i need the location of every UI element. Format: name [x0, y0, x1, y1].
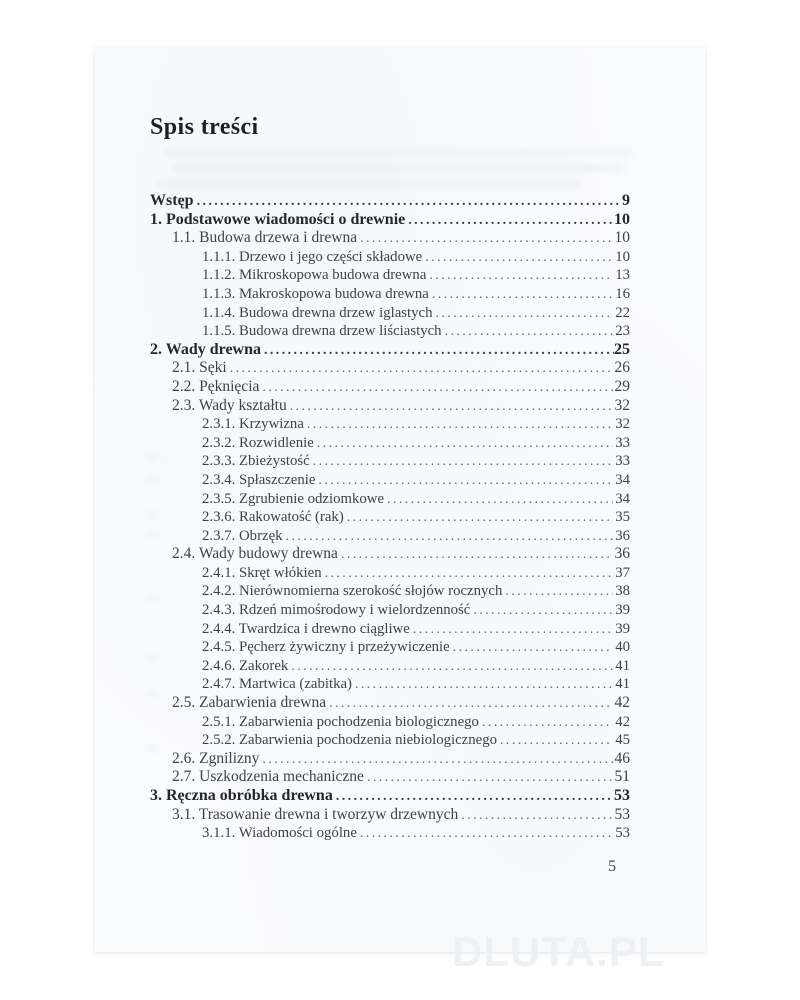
toc-entry-page: 34 [615, 490, 630, 507]
toc-entry-label: 2. Wady drewna [150, 340, 261, 358]
toc-entry-label: 1.1. Budowa drzewa i drewna [172, 229, 358, 247]
bleedthrough-smudge [165, 149, 633, 156]
toc-entry [150, 657, 630, 676]
watermark: DLUTA.PL [452, 928, 665, 975]
toc-entry-label: 2.5. Zabarwienia drewna [172, 694, 327, 712]
toc-entry-page: 10 [615, 248, 630, 265]
toc-entry [150, 471, 630, 490]
toc-leader-dots [338, 546, 613, 565]
toc-entry [150, 397, 630, 416]
toc-entry-label: 2.5.2. Zabarwienia pochodzenia niebiologicznego [202, 732, 498, 749]
toc-leader-dots [470, 602, 613, 621]
toc-leader-dots [304, 416, 613, 435]
toc-leader-dots [384, 491, 613, 510]
toc-entry-page: 36 [615, 527, 630, 544]
toc-entry [150, 731, 630, 750]
toc-entry-label: 1.1.3. Makroskopowa budowa drewna [202, 285, 429, 302]
toc-entry [150, 620, 630, 639]
toc-leader-dots [433, 305, 614, 324]
toc-leader-dots [364, 769, 613, 788]
toc-entry [150, 787, 630, 806]
toc-leader-dots [310, 453, 614, 472]
toc-entry-page: 33 [615, 434, 630, 451]
toc-entry-page: 45 [615, 732, 630, 749]
toc-entry [150, 378, 630, 397]
toc-entry-label: 2.4.7. Martwica (zabitka) [202, 676, 352, 693]
toc-leader-dots [322, 565, 614, 584]
toc-entry-label: 1.1.5. Budowa drewna drzew liściastych [202, 323, 442, 340]
toc-entry-label: 2.2. Pęknięcia [172, 377, 260, 395]
toc-entry-page: 40 [615, 639, 630, 656]
toc-entry [150, 341, 630, 360]
toc-entry-label: 1.1.4. Budowa drewna drzew iglastych [202, 304, 433, 321]
toc-entry [150, 248, 630, 267]
toc-entry-page: 22 [615, 304, 630, 321]
toc-entry-label: 2.4.6. Zakorek [202, 657, 289, 674]
toc-leader-dots [450, 639, 613, 658]
toc-entry [150, 806, 630, 825]
toc-leader-dots [497, 732, 613, 751]
toc-entry [150, 359, 630, 378]
toc-entry-page: 25 [614, 340, 630, 358]
toc-entry-label: 2.7. Uszkodzenia mechaniczne [172, 768, 364, 786]
toc-entry [150, 824, 630, 843]
toc-entry-label: 2.4.3. Rdzeń mimośrodowy i wielordzenność [202, 602, 471, 619]
toc-leader-dots [429, 286, 613, 305]
toc-leader-dots [357, 825, 613, 844]
toc-entry-page: 35 [615, 509, 630, 526]
toc-entry-label: 2.5.1. Zabarwienia pochodzenia biologicznego [202, 713, 479, 730]
toc-leader-dots [283, 528, 614, 547]
toc-leader-dots [502, 583, 613, 602]
page-number: 5 [608, 858, 616, 875]
toc-entry-label: 2.4.2. Nierównomierna szerokość słojów rocznych [202, 583, 503, 600]
toc-entry-page: 38 [615, 583, 630, 600]
toc-entry [150, 508, 630, 527]
toc-entry [150, 713, 630, 732]
toc-entry-page: 41 [615, 657, 630, 674]
toc-entry-label: 2.3.1. Krzywizna [202, 416, 304, 433]
toc-entry-label: 1.1.2. Mikroskopowa budowa drewna [202, 267, 427, 284]
toc-entry-page: 10 [614, 229, 630, 247]
toc-entry-label: 2.1. Sęki [172, 359, 227, 377]
toc-entry-page: 39 [615, 620, 630, 637]
toc-entry-label: 2.3.2. Rozwidlenie [202, 434, 314, 451]
toc-list [150, 192, 630, 843]
toc-entry [150, 229, 630, 248]
toc-entry-page: 34 [615, 471, 630, 488]
toc-entry-label: 2.4.5. Pęcherz żywiczny i przeżywiczenie [202, 639, 450, 656]
toc-leader-dots [326, 695, 612, 714]
toc-leader-dots [287, 398, 613, 417]
toc-leader-dots [227, 360, 613, 379]
toc-entry [150, 304, 630, 323]
toc-entry [150, 582, 630, 601]
toc-entry-page: 53 [614, 805, 630, 823]
toc-entry [150, 266, 630, 285]
toc-entry-page: 32 [615, 416, 630, 433]
toc-entry-page: 16 [615, 285, 630, 302]
toc-entry-page: 33 [615, 453, 630, 470]
toc-entry-page: 26 [614, 359, 630, 377]
toc-entry-page: 51 [614, 768, 630, 786]
toc-entry [150, 211, 630, 230]
toc-entry-label: 2.4.1. Skręt włókien [202, 564, 322, 581]
bleedthrough-smudge [173, 164, 625, 172]
toc-entry-page: 36 [614, 545, 630, 563]
toc-leader-dots [344, 509, 613, 528]
toc-entry-label: 3.1. Trasowanie drewna i tworzyw drzewnych [172, 805, 459, 823]
toc-leader-dots [442, 323, 614, 342]
toc-entry-page: 41 [615, 676, 630, 693]
toc-entry-page: 13 [615, 267, 630, 284]
toc-entry [150, 434, 630, 453]
toc-entry-label: 2.3.6. Rakowatość (rak) [202, 509, 344, 526]
toc-entry-page: 42 [615, 713, 630, 730]
toc-leader-dots [315, 472, 613, 491]
bleedthrough-smudge [157, 180, 581, 188]
toc-entry-label: 1. Podstawowe wiadomości o drewnie [150, 210, 406, 228]
toc-entry-page: 53 [614, 787, 630, 804]
toc-leader-dots [333, 788, 614, 807]
toc-entry-page: 29 [614, 377, 630, 395]
toc-entry-label: 2.3. Wady kształtu [172, 396, 287, 414]
toc-leader-dots [357, 230, 612, 249]
toc-entry [150, 192, 630, 211]
toc-leader-dots [194, 193, 622, 212]
toc-entry-label: 3. Ręczna obróbka drewna [150, 787, 333, 804]
toc-entry [150, 322, 630, 341]
toc-entry [150, 768, 630, 787]
toc-leader-dots [288, 658, 613, 677]
toc-entry-page: 46 [614, 749, 630, 767]
toc-leader-dots [405, 212, 614, 231]
toc-entry-label: 2.4.4. Twardzica i drewno ciągliwe [202, 620, 410, 637]
toc-entry-page: 9 [622, 192, 630, 209]
book-page [95, 48, 705, 952]
toc-entry [150, 415, 630, 434]
toc-entry [150, 545, 630, 564]
toc-entry-label: 2.3.7. Obrzęk [202, 527, 283, 544]
toc-leader-dots [422, 249, 613, 268]
toc-entry-label: 2.3.4. Spłaszczenie [202, 471, 316, 488]
toc-leader-dots [426, 267, 613, 286]
toc-entry-page: 37 [615, 564, 630, 581]
toc-entry-page: 39 [615, 602, 630, 619]
toc-entry-label: Wstęp [150, 192, 194, 209]
toc-entry [150, 452, 630, 471]
toc-leader-dots [259, 379, 612, 398]
toc-entry-page: 10 [614, 210, 630, 228]
toc-entry [150, 527, 630, 546]
toc-entry [150, 564, 630, 583]
toc-entry [150, 694, 630, 713]
toc-entry-page: 53 [615, 825, 630, 842]
toc-entry-label: 2.3.3. Zbieżystość [202, 453, 310, 470]
toc-entry-label: 2.6. Zgnilizny [172, 749, 260, 767]
toc-entry [150, 750, 630, 769]
toc-entry-page: 42 [614, 694, 630, 712]
toc-leader-dots [410, 621, 613, 640]
toc-entry-label: 2.3.5. Zgrubienie odziomkowe [202, 490, 385, 507]
toc-entry [150, 638, 630, 657]
page-title: Spis treści [150, 114, 259, 140]
toc-leader-dots [259, 751, 612, 770]
toc-entry-label: 2.4. Wady budowy drewna [172, 545, 338, 563]
toc-leader-dots [261, 342, 614, 361]
toc-entry [150, 490, 630, 509]
toc-leader-dots [352, 676, 613, 695]
toc-entry-label: 3.1.1. Wiadomości ogólne [202, 825, 357, 842]
toc-entry-page: 23 [615, 323, 630, 340]
toc-entry [150, 675, 630, 694]
toc-entry [150, 601, 630, 620]
toc-entry [150, 285, 630, 304]
toc-leader-dots [314, 435, 613, 454]
toc-leader-dots [458, 807, 612, 826]
toc-entry-page: 32 [614, 396, 630, 414]
toc-entry-label: 1.1.1. Drzewo i jego części składowe [202, 248, 423, 265]
toc-leader-dots [479, 714, 613, 733]
